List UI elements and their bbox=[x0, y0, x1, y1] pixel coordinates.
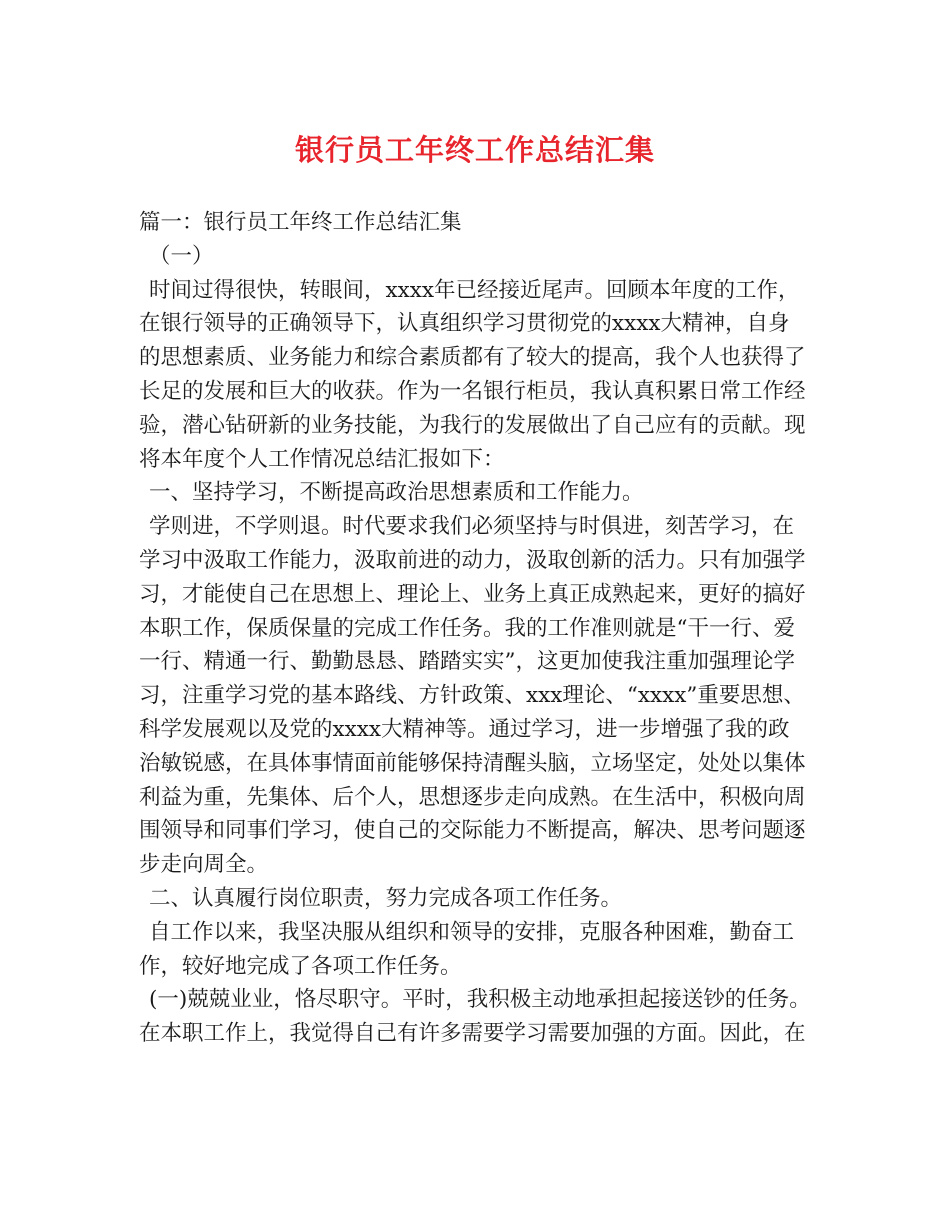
document-title: 银行员工年终工作总结汇集 bbox=[294, 133, 655, 167]
paragraph-line: 将本年度个人工作情况总结汇报如下： bbox=[139, 446, 505, 472]
subsection-label: （一） bbox=[149, 243, 214, 269]
paragraph-line: 在本职工作上，我觉得自己有许多需要学习需要加强的方面。因此，在 bbox=[139, 1021, 806, 1047]
paragraph-line: 习，才能使自己在思想上、理论上、业务上真正成熟起来，更好的搞好 bbox=[139, 581, 806, 607]
paragraph-line: 验，潜心钻研新的业务技能，为我行的发展做出了自己应有的贡献。现 bbox=[139, 412, 806, 438]
paragraph-line: 科学发展观以及党的xxxx大精神等。通过学习，进一步增强了我的政 bbox=[139, 716, 790, 742]
paragraph-line: 长足的发展和巨大的收获。作为一名银行柜员，我认真积累日常工作经 bbox=[139, 378, 806, 404]
paragraph-line: 习，注重学习党的基本路线、方针政策、xxx理论、“xxxx”重要思想、 bbox=[139, 683, 805, 709]
paragraph-line: (一)兢兢业业，恪尽职守。平时，我积极主动地承担起接送钞的任务。 bbox=[149, 987, 811, 1013]
paragraph-line: 在银行领导的正确领导下，认真组织学习贯彻党的xxxx大精神，自身 bbox=[139, 311, 790, 337]
paragraph-line: 治敏锐感，在具体事情面前能够保持清醒头脑，立场坚定，处处以集体 bbox=[139, 750, 806, 776]
document-body bbox=[139, 206, 829, 1051]
paragraph-line: 步走向周全。 bbox=[139, 852, 269, 878]
paragraph-line: 本职工作，保质保量的完成工作任务。我的工作准则就是“干一行、爱 bbox=[139, 615, 795, 641]
point-heading: 二、认真履行岗位职责，努力完成各项工作任务。 bbox=[149, 885, 623, 911]
paragraph-line: 的思想素质、业务能力和综合素质都有了较大的提高，我个人也获得了 bbox=[139, 345, 806, 371]
paragraph-line: 一行、精通一行、勤勤恳恳、踏踏实实”，这更加使我注重加强理论学 bbox=[139, 649, 795, 675]
paragraph-line: 学则进，不学则退。时代要求我们必须坚持与时俱进，刻苦学习，在 bbox=[149, 514, 795, 540]
paragraph-line: 学习中汲取工作能力，汲取前进的动力，汲取创新的活力。只有加强学 bbox=[139, 547, 806, 573]
paragraph-line: 时间过得很快，转眼间，xxxx年已经接近尾声。回顾本年度的工作， bbox=[149, 277, 800, 303]
paragraph-line: 利益为重，先集体、后个人，思想逐步走向成熟。在生活中，积极向周 bbox=[139, 784, 806, 810]
section-heading: 篇一：银行员工年终工作总结汇集 bbox=[139, 210, 462, 235]
paragraph-line: 作，较好地完成了各项工作任务。 bbox=[139, 953, 462, 979]
paragraph-line: 围领导和同事们学习，使自己的交际能力不断提高，解决、思考问题逐 bbox=[139, 818, 806, 844]
point-heading: 一、坚持学习，不断提高政治思想素质和工作能力。 bbox=[149, 480, 644, 506]
paragraph-line: 自工作以来，我坚决服从组织和领导的安排，克服各种困难，勤奋工 bbox=[149, 919, 795, 945]
